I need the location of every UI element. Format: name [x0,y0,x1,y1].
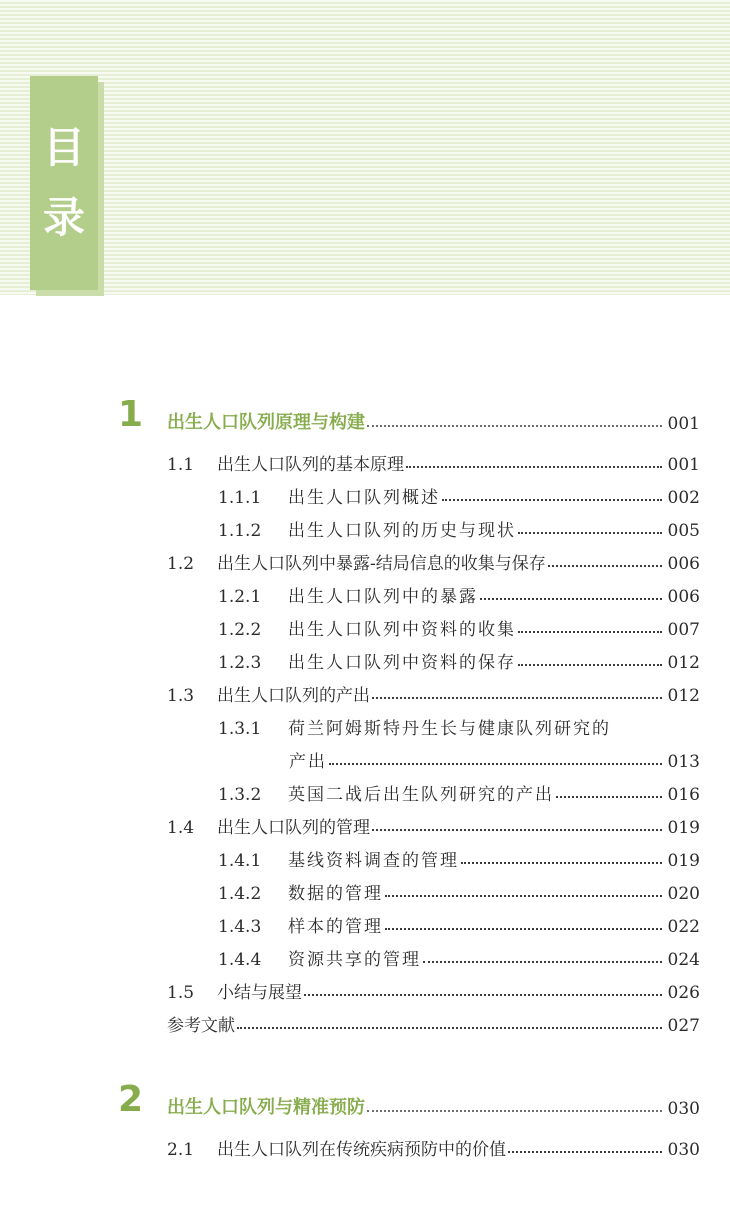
leader-dots [385,928,662,930]
leader-dots [480,598,662,600]
subsection-title: 荷兰阿姆斯特丹生长与健康队列研究的 [288,719,611,739]
leader-dots [508,1151,662,1153]
page-number: 012 [667,686,700,706]
subsection-number: 1.4.3 [218,917,262,937]
toc-entry-1-5[interactable] [167,977,700,1003]
section-number: 1.3 [167,686,195,706]
leader-dots [304,994,662,996]
leader-dots [461,862,662,864]
page-number: 030 [667,1140,700,1160]
toc-title-char-1: 目 [42,123,85,172]
toc-entry-1-4[interactable] [167,812,700,838]
section-number: 1.4 [167,818,195,838]
leader-dots [556,796,662,798]
page-number: 007 [667,620,700,640]
subsection-title: 资源共享的管理 [288,950,421,970]
section-number: 2.1 [167,1140,195,1160]
subsection-title: 出生人口队列中资料的保存 [288,653,516,673]
chapter-1-number: 1 [118,394,144,435]
subsection-number: 1.2.2 [218,620,262,640]
chapter-2-number: 2 [118,1079,144,1120]
section-title: 出生人口队列的基本原理 [217,455,404,475]
page-number: 019 [667,851,700,871]
leader-dots [329,763,662,765]
subsection-title: 基线资料调查的管理 [288,851,459,871]
chapter-2-title: 出生人口队列与精准预防 [167,1097,365,1118]
subsection-number: 1.3.1 [218,719,262,739]
toc-entry-1-3-2[interactable] [218,779,700,805]
toc-entry-references[interactable] [167,1010,700,1036]
page-number: 005 [667,521,700,541]
page-number: 013 [667,752,700,772]
references-title: 参考文献 [167,1016,235,1036]
toc-entry-1-3[interactable] [167,680,700,706]
leader-dots [548,565,662,567]
section-number: 1.5 [167,983,195,1003]
page-number: 022 [667,917,700,937]
toc-entry-1-4-1[interactable] [218,845,700,871]
section-number: 1.1 [167,455,195,475]
section-title: 小结与展望 [217,983,302,1003]
leader-dots [406,466,662,468]
leader-dots [372,697,662,699]
page-number: 001 [667,455,700,475]
toc-entry-chapter-2[interactable] [167,1093,700,1119]
toc-entry-chapter-1[interactable] [167,408,700,434]
page-number: 027 [667,1016,700,1036]
page-number: 006 [667,554,700,574]
toc-entry-1-1-2[interactable] [218,515,700,541]
toc-entry-1-4-2[interactable] [218,878,700,904]
leader-dots [367,1110,662,1112]
subsection-title: 出生人口队列中的暴露 [288,587,478,607]
subsection-number: 1.3.2 [218,785,262,805]
page-number: 019 [667,818,700,838]
subsection-number: 1.1.1 [218,488,262,508]
page-number: 030 [667,1099,700,1119]
chapter-1-title: 出生人口队列原理与构建 [167,412,365,433]
leader-dots [442,499,662,501]
toc-entry-1-2-1[interactable] [218,581,700,607]
subsection-title: 数据的管理 [288,884,383,904]
page-number: 016 [667,785,700,805]
toc-entry-1-3-1-continued[interactable] [289,746,700,772]
section-title: 出生人口队列的产出 [217,686,370,706]
subsection-number: 1.4.4 [218,950,262,970]
toc-entry-1-3-1[interactable] [218,713,700,739]
leader-dots [518,664,662,666]
leader-dots [518,631,662,633]
leader-dots [423,961,662,963]
subsection-title: 英国二战后出生队列研究的产出 [288,785,554,805]
toc-entry-1-2-2[interactable] [218,614,700,640]
toc-entry-1-4-3[interactable] [218,911,700,937]
toc-entry-1-1[interactable] [167,449,700,475]
leader-dots [367,425,662,427]
toc-entry-2-1[interactable] [167,1134,700,1160]
section-title: 出生人口队列在传统疾病预防中的价值 [217,1140,506,1160]
subsection-number: 1.4.1 [218,851,262,871]
toc-title-char-2: 录 [42,193,85,242]
page-number: 006 [667,587,700,607]
page-number: 026 [667,983,700,1003]
section-number: 1.2 [167,554,195,574]
section-title: 出生人口队列的管理 [217,818,370,838]
page-number: 001 [667,414,700,434]
toc-entry-1-2-3[interactable] [218,647,700,673]
toc-entry-1-2[interactable] [167,548,700,574]
subsection-number: 1.2.3 [218,653,262,673]
subsection-title: 出生人口队列的历史与现状 [288,521,516,541]
subsection-title: 样本的管理 [288,917,383,937]
leader-dots [518,532,662,534]
subsection-number: 1.4.2 [218,884,262,904]
page-number: 002 [667,488,700,508]
leader-dots [237,1027,662,1029]
subsection-number: 1.2.1 [218,587,262,607]
page-number: 024 [667,950,700,970]
subsection-number: 1.1.2 [218,521,262,541]
subsection-title: 出生人口队列中资料的收集 [288,620,516,640]
toc-entry-1-1-1[interactable] [218,482,700,508]
leader-dots [372,829,662,831]
leader-dots [385,895,662,897]
section-title: 出生人口队列中暴露-结局信息的收集与保存 [217,554,546,574]
page-number: 012 [667,653,700,673]
toc-entry-1-4-4[interactable] [218,944,700,970]
page-number: 020 [667,884,700,904]
subsection-title: 出生人口队列概述 [288,488,440,508]
subsection-title-continued: 产出 [289,752,327,772]
